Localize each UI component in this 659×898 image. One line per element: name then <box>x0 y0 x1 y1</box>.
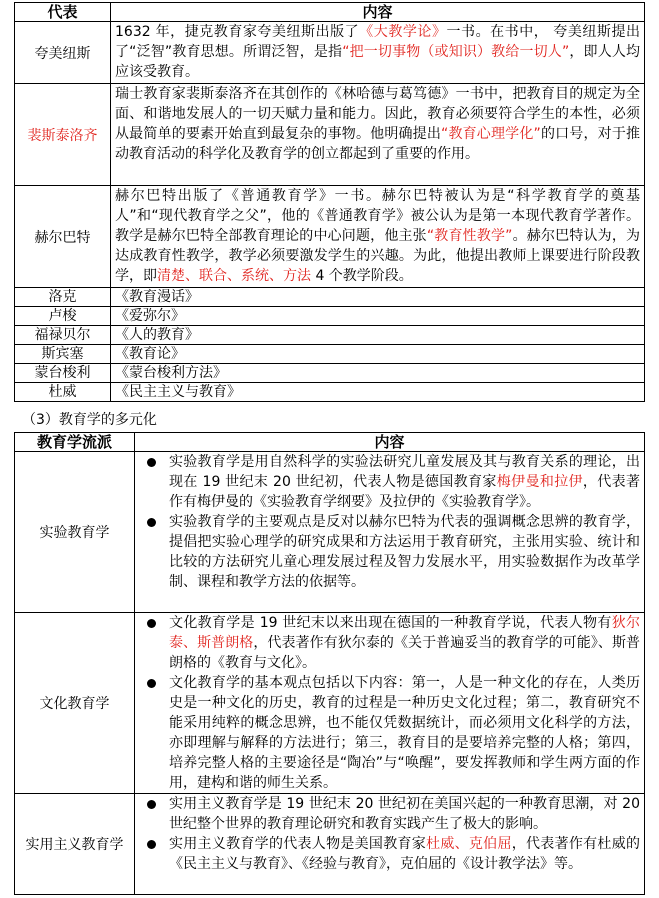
table-row <box>15 452 645 613</box>
table-row <box>15 307 645 326</box>
representative-work: 《爱弥尔》 <box>111 307 645 326</box>
section-title: （3）教育学的多元化 <box>22 412 157 428</box>
header-content: 内容 <box>135 433 645 452</box>
table-row <box>15 22 645 84</box>
representative-name: 洛克 <box>15 288 111 307</box>
representative-content: 赫尔巴特出版了《普通教育学》一书。赫尔巴特被认为是“科学教育学的奠基人”和“现代教育学之父”，他的《普通教育学》被公认为是第一本现代教育学著作。教学是赫尔巴特全部教育理论的中心问题，他主张“教育性教学”。赫尔巴特认为，为达成教育性教学，教学必须要激发学生的兴趣。为此，他提出教师上课要进行阶段教学，即清楚、联合、系统、方法 4 个教学阶段。 <box>111 186 645 288</box>
table-header-row <box>15 433 645 452</box>
school-name: 实验教育学 <box>15 452 135 613</box>
representative-content: 1632 年，捷克教育家夸美纽斯出版了《大教学论》一书。在书中， 夸美纽斯提出了“泛智”教育思想。所谓泛智，是指“把一切事物（或知识）教给一切人”，即人人均应该受教育。 <box>111 22 645 84</box>
highlight-text: “把一切事物（或知识）教给一切人” <box>342 44 570 60</box>
list-item: 实验教育学是用自然科学的实验法研究儿童发展及其与教育关系的理论，出现在 19 世纪末 20 世纪初，代表人物是德国教育家梅伊曼和拉伊，代表著作有梅伊曼的《实验教育学纲要》及拉伊的《实验教育学》。 <box>139 452 640 512</box>
representative-name: 蒙台梭利 <box>15 364 111 383</box>
highlight-text: 狄尔泰、斯普朗格 <box>169 615 641 651</box>
representative-name: 夸美纽斯 <box>15 22 111 84</box>
representative-name: 卢梭 <box>15 307 111 326</box>
representative-name: 杜威 <box>15 383 111 402</box>
representative-name: 福禄贝尔 <box>15 326 111 345</box>
school-content <box>135 452 645 613</box>
representative-name: 赫尔巴特 <box>15 186 111 288</box>
representative-work: 《民主主义与教育》 <box>111 383 645 402</box>
highlight-text: 《大教学论》 <box>359 24 447 40</box>
table-row <box>15 345 645 364</box>
school-name: 实用主义教育学 <box>15 794 135 895</box>
representative-content: 瑞士教育家裴斯泰洛齐在其创作的《林哈德与葛笃德》一书中，把教育目的规定为全面、和谐地发展人的一切天赋力量和能力。因此，教育必须要符合学生的本性，必须从最简单的要素开始直到最复杂的事物。他明确提出“教育心理学化”的口号，对于推动教育活动的科学化及教育学的创立都起到了重要的作用。 <box>111 84 645 186</box>
table-row <box>15 326 645 345</box>
table-header-row <box>15 3 645 22</box>
representative-work: 《蒙台梭利方法》 <box>111 364 645 383</box>
representative-name: 斯宾塞 <box>15 345 111 364</box>
highlight-text: 清楚、联合、系统、方法 <box>157 268 311 284</box>
list-item: 实用主义教育学是 19 世纪末 20 世纪初在美国兴起的一种教育思潮，对 20 世纪整个世界的教育理论研究和教育实践产生了极大的影响。 <box>139 794 640 834</box>
school-content <box>135 613 645 794</box>
list-item: 实用主义教育学的代表人物是美国教育家杜威、克伯屈，代表著作有杜威的《民主主义与教育》、《经验与教育》，克伯屈的《设计教学法》等。 <box>139 834 640 874</box>
representative-work: 《人的教育》 <box>111 326 645 345</box>
table-row <box>15 364 645 383</box>
list-item: 文化教育学的基本观点包括以下内容：第一，人是一种文化的存在，人类历史是一种文化的历史，教育的过程是一种历史文化过程；第二，教育研究不能采用纯粹的概念思辨，也不能仅凭数据统计，而必须用文化科学的方法，亦即理解与解释的方法进行；第三，教育目的是要培养完整的人格；第四，培养完整人格的主要途径是“陶冶”与“唤醒”，要发挥教师和学生两方面的作用，建构和谐的师生关系。 <box>139 673 640 793</box>
representative-work: 《教育漫话》 <box>111 288 645 307</box>
highlight-text: 梅伊曼和拉伊 <box>496 474 583 490</box>
header-school: 教育学流派 <box>15 433 135 452</box>
table-row <box>15 186 645 288</box>
header-content: 内容 <box>111 3 645 22</box>
table-row <box>15 613 645 794</box>
list-item: 文化教育学是 19 世纪末以来出现在德国的一种教育学说，代表人物有狄尔泰、斯普朗格，代表著作有狄尔泰的《关于普遍妥当的教育学的可能》、斯普朗格的《教育与文化》。 <box>139 613 640 673</box>
table-row <box>15 383 645 402</box>
header-representative: 代表 <box>15 3 111 22</box>
list-item: 实验教育学的主要观点是反对以赫尔巴特为代表的强调概念思辨的教育学，提倡把实验心理学的研究成果和方法运用于教育研究，主张用实验、统计和比较的方法研究儿童心理发展过程及智力发展水平，用实验数据作为改革学制、课程和教学方法的依据等。 <box>139 512 640 592</box>
school-name: 文化教育学 <box>15 613 135 794</box>
schools-table <box>14 432 645 895</box>
table-row <box>15 794 645 895</box>
representatives-table <box>14 2 645 402</box>
school-content <box>135 794 645 895</box>
table-row <box>15 288 645 307</box>
highlight-text: 杜威、克伯屈 <box>426 836 512 852</box>
representative-name: 裴斯泰洛齐 <box>15 84 111 186</box>
table-row <box>15 84 645 186</box>
representative-work: 《教育论》 <box>111 345 645 364</box>
highlight-text: “教育性教学” <box>426 228 513 244</box>
highlight-text: “教育心理学化” <box>441 126 541 142</box>
